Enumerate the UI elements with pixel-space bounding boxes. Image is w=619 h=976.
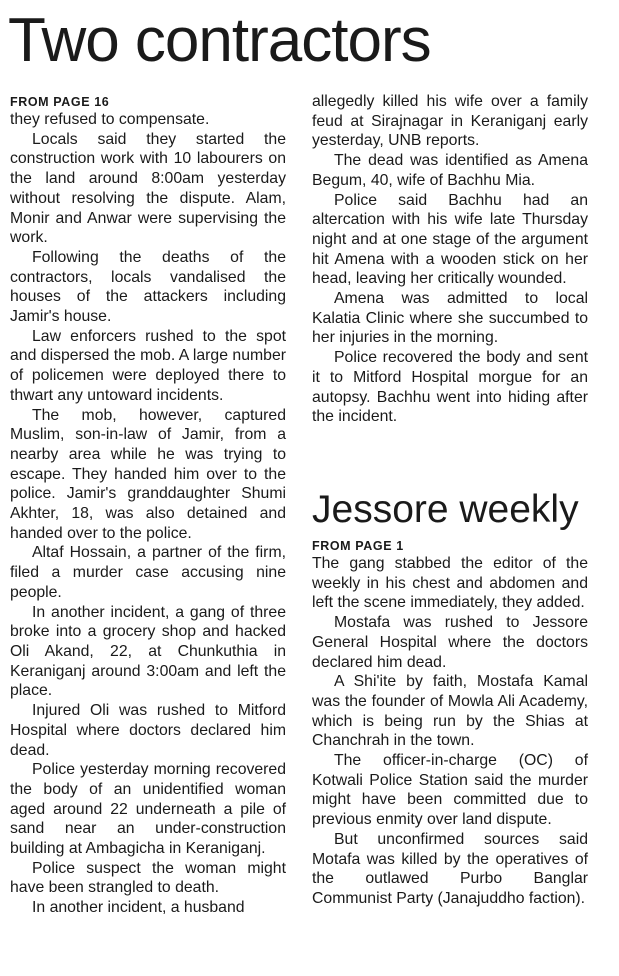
paragraph: Mostafa was rushed to Jessore General Hospital where the doctors declared him dead. bbox=[312, 614, 588, 671]
paragraph: Police yesterday morning recovered the body of an unidentified woman aged around 22 underneath a pile of sand near an under-construction building at Ambagicha in Keraniganj. bbox=[10, 761, 286, 858]
paragraph: Locals said they started the construction work with 10 labourers on the land around 8:00am yesterday without resolving the dispute. Alam, Monir and Anwar were supervising the work. bbox=[10, 130, 286, 247]
paragraph: Amena was admitted to local Kalatia Clinic where she succumbed to her injuries in the morning. bbox=[312, 290, 588, 347]
paragraph: allegedly killed his wife over a family feud at Sirajnagar in Keraniganj early yesterday, UNB reports. bbox=[312, 93, 588, 150]
headline-two-contractors: Two contractors bbox=[8, 6, 431, 75]
paragraph: The mob, however, captured Muslim, son-in-law of Jamir, from a nearby area while he was trying to escape. They handed him over to the police. Jamir's granddaughter Shumi Akhter, 18, was also detained and handed over to the police. bbox=[10, 406, 286, 542]
paragraph: The gang stabbed the editor of the weekly in his chest and abdomen and left the scene immediately, they added. bbox=[312, 555, 588, 612]
paragraph: Law enforcers rushed to the spot and dispersed the mob. A large number of policemen were deployed there to thwart any untoward incidents. bbox=[10, 327, 286, 404]
paragraph: Following the deaths of the contractors, locals vandalised the houses of the attackers including Jamir's house. bbox=[10, 248, 286, 326]
paragraph: In another incident, a husband bbox=[32, 899, 245, 917]
paragraph: But unconfirmed sources said Motafa was killed by the operatives of the outlawed Purbo Banglar Communist Party (Janajuddho faction). bbox=[312, 830, 588, 907]
headline-jessore-weekly: Jessore weekly bbox=[312, 488, 579, 531]
from-page-label: FROM PAGE 1 bbox=[312, 539, 404, 553]
paragraph: Injured Oli was rushed to Mitford Hospital where doctors declared him dead. bbox=[10, 702, 286, 759]
paragraph: The dead was identified as Amena Begum, 40, wife of Bachhu Mia. bbox=[312, 152, 588, 189]
paragraph: A Shi'ite by faith, Mostafa Kamal was the founder of Mowla Ali Academy, which is being run by the Shias at Chanchrah in the town. bbox=[312, 673, 588, 750]
story2-column bbox=[312, 538, 588, 909]
story1-left-column bbox=[10, 94, 286, 918]
paragraph: Altaf Hossain, a partner of the firm, filed a murder case accusing nine people. bbox=[10, 544, 286, 601]
story1-right-column bbox=[312, 92, 588, 427]
from-page-label: FROM PAGE 16 bbox=[10, 95, 110, 109]
paragraph: The officer-in-charge (OC) of Kotwali Police Station said the murder might have been committed due to previous enmity over land dispute. bbox=[312, 752, 588, 829]
paragraph: Police said Bachhu had an altercation with his wife late Thursday night and at one stage of the argument hit Amena with a wooden stick on her head, leaving her critically wounded. bbox=[312, 191, 588, 288]
paragraph: Police recovered the body and sent it to Mitford Hospital morgue for an autopsy. Bachhu went into hiding after the incident. bbox=[312, 349, 588, 426]
paragraph: they refused to compensate. bbox=[10, 111, 210, 128]
paragraph: In another incident, a gang of three broke into a grocery shop and hacked Oli Akand, 22, at Chunkuthia in Keraniganj around 3:00am and left the place. bbox=[10, 603, 286, 700]
paragraph: Police suspect the woman might have been strangled to death. bbox=[10, 859, 286, 897]
